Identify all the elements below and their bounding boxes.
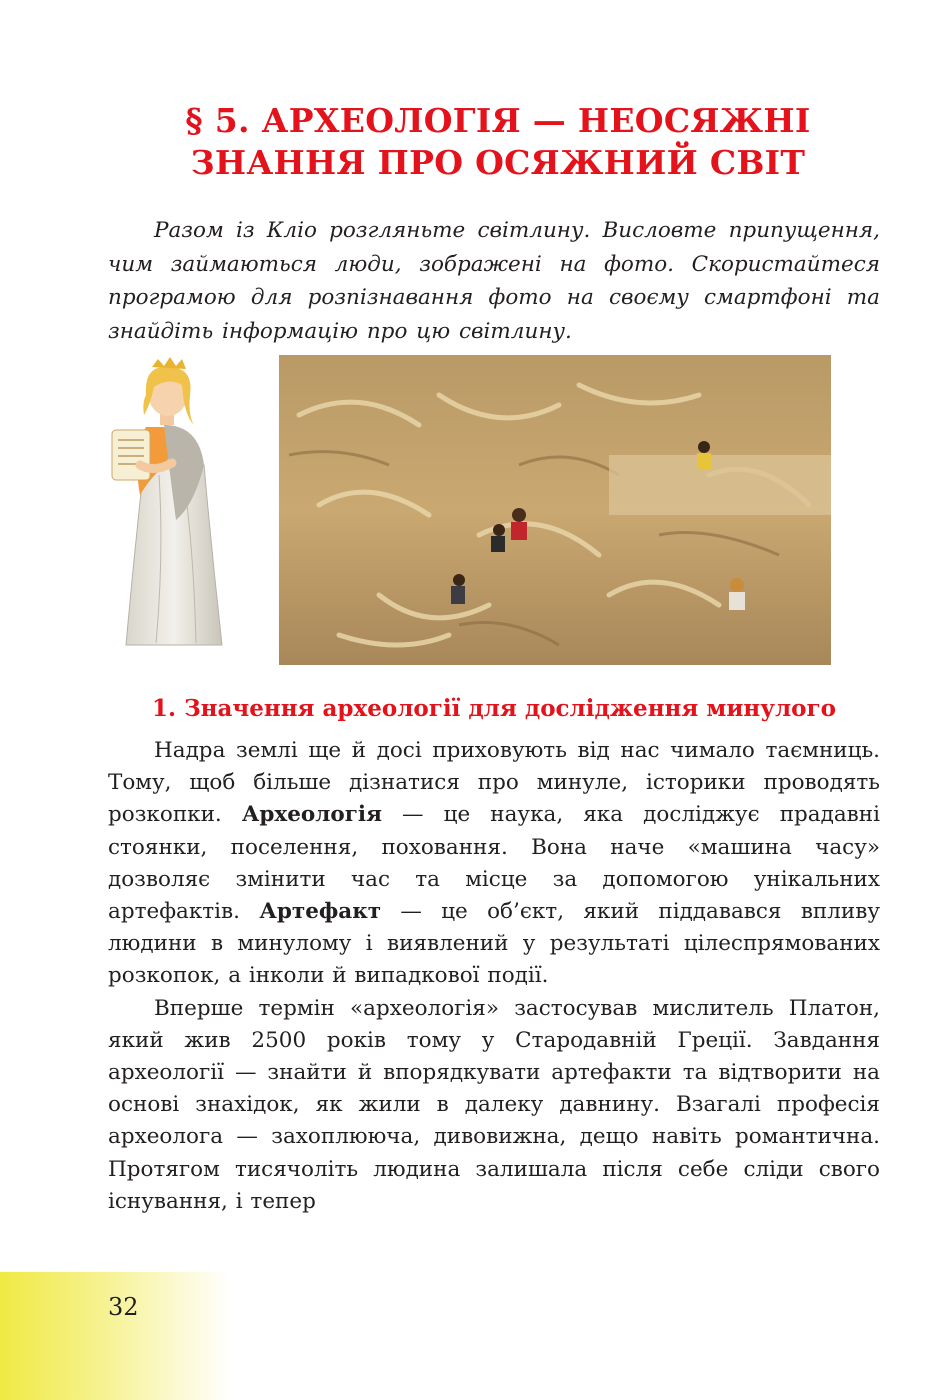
page-number: 32	[108, 1293, 139, 1321]
intro-text: Разом із Кліо розгляньте світлину. Висловте припущення, чим займаються люди, зображені на фото. Скористайтеся програмою для розпізнавання фото на своєму смартфоні та знайдіть інформацію про цю світлину.	[108, 218, 880, 344]
excavation-site-photo	[279, 355, 831, 665]
paragraph-1	[108, 735, 880, 993]
chapter-title-line-2: ЗНАННЯ ПРО ОСЯЖНИЙ СВІТ	[190, 143, 806, 182]
clio-muse-illustration	[104, 355, 252, 655]
page-corner-band	[0, 1272, 230, 1400]
paragraph-1-part-b: — це наука, яка досліджує прадавні стоянки, поселення, поховання. Вона наче «машина часу» дозволяє змінити час та місце за допомогою унікальних артефактів.	[108, 802, 880, 925]
paragraph-1-part-c: — це об’єкт, який піддавався впливу людини в минулому і виявлений у результаті цілеспрямованих розкопок, а інколи й випадкової події.	[108, 899, 880, 989]
chapter-title-line-1: § 5. АРХЕОЛОГІЯ — НЕОСЯЖНІ	[185, 101, 811, 140]
paragraph-1-part-a: Надра землі ще й досі приховують від нас чимало таємниць. Тому, щоб більше дізнатися про минуле, історики проводять розкопки.	[108, 738, 880, 828]
term-archaeology: Археологія	[241, 802, 382, 828]
paragraph-2: Вперше термін «археологія» застосував мислитель Платон, який жив 2500 років тому у Стародавній Греції. Завдання археології — знайти й впорядкувати артефакти та відтворити на основі знахідок, як жили в далеку давнину. Взагалі професія археолога — захоплююча, дивовижна, дещо навіть романтична. Протягом тисячоліть людина залишала після себе сліди свого існування, і тепер	[108, 995, 880, 1214]
term-artifact: Артефакт	[259, 899, 382, 925]
intro-task	[108, 214, 880, 348]
section-heading: 1. Значення археології для дослідження минулого	[152, 695, 836, 722]
chapter-title	[108, 100, 888, 184]
section-body	[108, 735, 880, 1218]
